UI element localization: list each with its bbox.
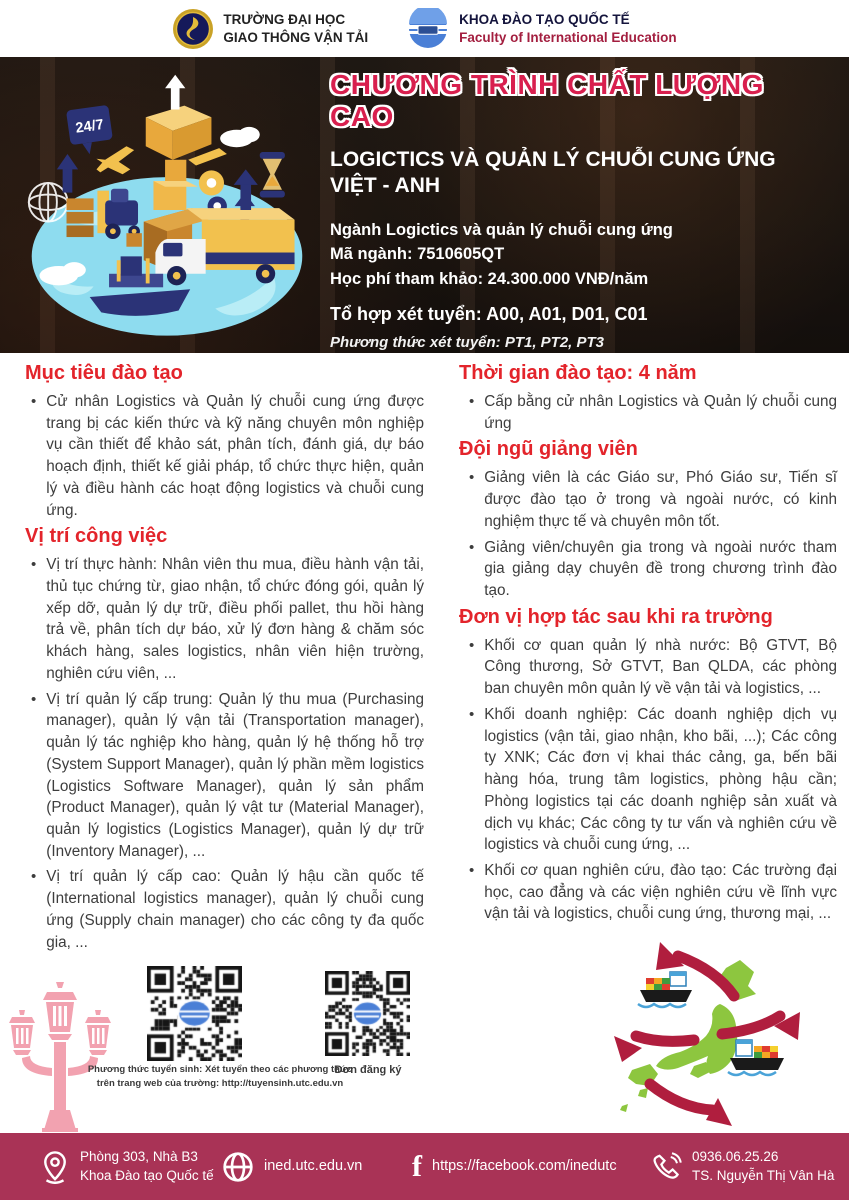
bullet-icon: •	[31, 690, 37, 708]
footer-bar	[0, 1133, 849, 1200]
ined-globe-icon	[406, 8, 450, 50]
list-item	[25, 866, 424, 953]
admission-methods: Phương thức xét tuyển: PT1, PT2, PT3	[330, 333, 605, 351]
bullet-text: Giảng viên/chuyên gia trong và ngoài nước tham gia giảng dạy chuyên đề trong chương trình đào tạo.	[484, 538, 837, 600]
footer-website-group	[222, 1133, 362, 1200]
university-name-line2: GIAO THÔNG VẬN TẢI	[223, 29, 369, 45]
left-column	[25, 360, 424, 957]
bullet-icon: •	[469, 705, 475, 723]
footer-address-line1: Phòng 303, Nhà B3	[80, 1149, 198, 1165]
footer-address-group	[40, 1133, 214, 1200]
logistics-illustration	[12, 67, 322, 353]
list-item	[447, 537, 837, 602]
list-item	[447, 860, 837, 925]
hero-content	[330, 69, 835, 351]
header-bar	[0, 0, 849, 57]
utc-logo-icon	[172, 8, 214, 50]
footer-phone-group	[652, 1133, 834, 1200]
bullet-icon: •	[469, 393, 475, 410]
bullet-text: Cử nhân Logistics và Quản lý chuỗi cung ứng được trang bị các kiến thức và kỹ năng chuyên môn nghiệp vụ cần thiết để khảo sát, phân tích, đánh giá, dự báo hoạch định, thiết kế giải pháp, tổ chức thực hiện, quản lý và điều hành các hoạt động logistics và chuỗi cung ứng.	[46, 393, 424, 519]
faculty-name	[459, 11, 677, 46]
list-item	[447, 635, 837, 700]
section-title-don-vi: Đơn vị hợp tác sau khi ra trường	[459, 605, 773, 628]
program-name-title: LOGICTICS VÀ QUẢN LÝ CHUỖI CUNG ỨNG VIỆT - ANH	[330, 148, 776, 198]
bullet-icon: •	[31, 868, 37, 886]
footer-website-link[interactable]: ined.utc.edu.vn	[264, 1157, 363, 1174]
program-type-title: CHƯƠNG TRÌNH CHẤT LƯỢNG CAO	[330, 69, 764, 132]
footer-phone-number: 0936.06.25.26	[692, 1149, 779, 1165]
list-item	[25, 554, 424, 684]
list-item	[25, 689, 424, 863]
program-info	[330, 218, 835, 292]
bullet-text: Cấp bằng cử nhân Logistics và Quản lý chuỗi cung ứng	[484, 393, 837, 432]
bullet-icon: •	[469, 538, 475, 556]
bullet-text: Giảng viên là các Giáo sư, Phó Giáo sư, Tiến sĩ được đào tạo ở trong và ngoài nước, có kinh nghiệm thực tế và chuyên môn tốt.	[484, 469, 837, 530]
section-title-doi-ngu: Đội ngũ giảng viên	[459, 438, 638, 461]
list-item	[447, 391, 837, 434]
program-major: Ngành Logictics và quản lý chuỗi cung ứng	[330, 220, 673, 239]
bullet-text: Khối cơ quan nghiên cứu, đào tạo: Các trường đại học, cao đẳng và các viện nghiên cứu về lĩnh vực vận tải và logistics, chuỗi cung ứng, thương mại, ...	[484, 861, 837, 923]
program-tuition: Học phí tham khảo: 24.300.000 VNĐ/năm	[330, 270, 649, 288]
qr-caption-don-dang-ky: Đơn đăng ký	[334, 1064, 402, 1076]
faculty-name-line2: Faculty of International Education	[459, 29, 677, 45]
footer-facebook-link[interactable]: https://facebook.com/inedutc	[432, 1157, 617, 1174]
phone-icon	[652, 1152, 682, 1182]
hero-banner	[0, 57, 849, 353]
japan-logistics-map	[598, 938, 848, 1134]
footer-facebook-group	[412, 1133, 617, 1200]
list-item	[447, 704, 837, 856]
location-pin-icon	[40, 1150, 70, 1184]
svg-text:24/7: 24/7	[74, 116, 105, 137]
street-lamp-decoration	[4, 982, 116, 1132]
list-item	[25, 391, 424, 521]
bullet-text: Vị trí quản lý cấp cao: Quản lý hậu cần quốc tế (International logistics manager), quản lý chuỗi cung ứng (Supply chain manager) cho các công ty đa quốc gia, ...	[46, 868, 424, 951]
qr-code-tuyen-sinh	[147, 966, 242, 1061]
university-name	[223, 11, 368, 46]
right-column	[447, 360, 837, 929]
university-name-line1: TRƯỜNG ĐẠI HỌC	[223, 11, 346, 27]
bullet-icon: •	[31, 393, 37, 410]
list-item	[447, 467, 837, 532]
qr-code-don-dang-ky	[325, 971, 410, 1056]
facebook-icon: f	[412, 1149, 422, 1183]
qr-caption-line2: trên trang web của trường: http://tuyensinh.utc.edu.vn	[96, 1077, 344, 1089]
bullet-icon: •	[31, 556, 37, 574]
university-logo-group	[172, 8, 368, 50]
bullet-icon: •	[469, 861, 475, 879]
footer-phone	[692, 1148, 834, 1184]
section-title-thoi-gian: Thời gian đào tạo: 4 năm	[459, 362, 697, 384]
bullet-icon: •	[469, 636, 475, 654]
bullet-text: Khối cơ quan quản lý nhà nước: Bộ GTVT, Bộ Công thương, Sở GTVT, Ban QLDA, các phòng ban chuyên môn quản lý về vận tải và logistics, ...	[484, 636, 837, 698]
bullet-text: Vị trí quản lý cấp trung: Quản lý thu mua (Purchasing manager), quản lý vận tải (Transportation manager), quản lý tác nghiệp kho hàng, quản lý hệ thống hỗ trợ (System Support Manager), quản lý phần mềm logistics (Logistics Software Manager), quản lý sản phẩm (Product Manager), quản lý vật tư (Material Manager), quản lý logistics (Logistics Manager), quản lý dự trữ (Inventory Manager), ...	[46, 690, 424, 860]
faculty-logo-group	[406, 8, 677, 50]
footer-address	[80, 1148, 214, 1184]
qr-caption-line1: Phương thức tuyển sinh: Xét tuyển theo các phương thức	[87, 1064, 353, 1075]
bullet-text: Vị trí thực hành: Nhân viên thu mua, điều hành vận tải, thủ tục chứng từ, giao nhận, tổ chức đóng gói, quản lý xếp dỡ, quản lý dự trữ, điều phối pallet, thu hồi hàng trả về, phân tích dự báo, xử lý đơn hàng & chăm sóc khách hàng, sales logistics, nhân viên hiện trường, nghiên cứu viên, ...	[46, 556, 424, 682]
footer-contact-name: TS. Nguyễn Thị Vân Hà	[692, 1167, 835, 1183]
admission-combos: Tổ hợp xét tuyển: A00, A01, D01, C01	[330, 303, 648, 324]
section-title-muc-tieu: Mục tiêu đào tạo	[25, 362, 183, 384]
globe-icon	[222, 1151, 254, 1183]
faculty-name-line1: KHOA ĐÀO TẠO QUỐC TẾ	[459, 11, 630, 27]
bullet-text: Khối doanh nghiệp: Các doanh nghiệp dịch vụ logistics (vận tải, giao nhận, kho bãi, ...); Các công ty XNK; Các đơn vị khai thác cảng, ga, bến bãi hàng hóa, trung tâm logistics, phòng hậu cần; Phòng logistics tại các doanh nghiệp sản xuất và dịch vụ khác; Các công ty tư vấn và nghiên cứu về logistics và chuỗi cung ứng, ...	[484, 705, 837, 854]
program-major-code: Mã ngành: 7510605QT	[330, 245, 505, 264]
footer-address-line2: Khoa Đào tạo Quốc tế	[80, 1167, 214, 1183]
bullet-icon: •	[469, 469, 475, 487]
section-title-vi-tri: Vị trí công việc	[25, 525, 168, 548]
